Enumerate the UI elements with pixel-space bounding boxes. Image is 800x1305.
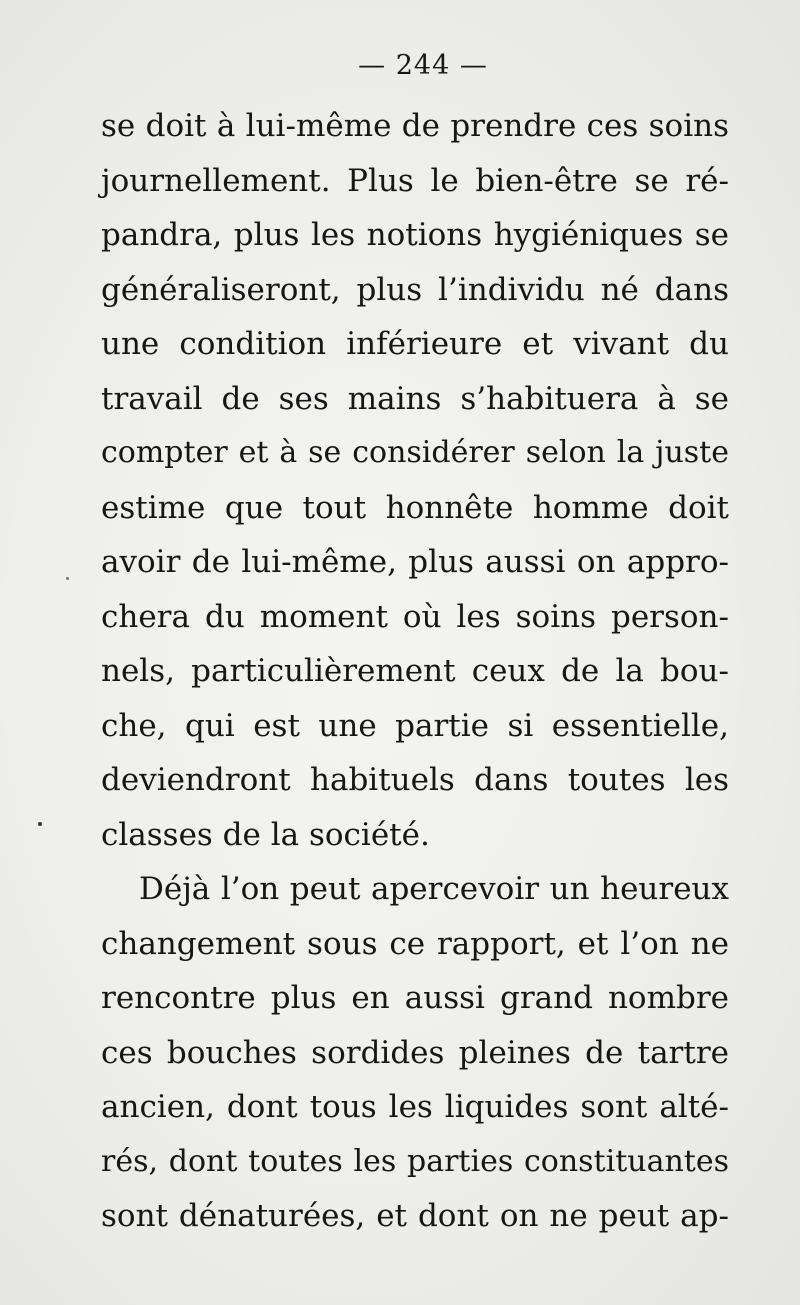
text-line: rencontre plus en aussi grand nombre bbox=[101, 980, 729, 1016]
text-line: che, qui est une partie si essentielle, bbox=[101, 707, 729, 744]
paragraph-1 bbox=[101, 99, 729, 862]
text-line: classes de la société. bbox=[101, 816, 430, 853]
paragraph-2 bbox=[101, 862, 729, 1244]
text-line: généraliseront, plus l’individu né dans bbox=[101, 271, 729, 308]
text-line: se doit à lui-même de prendre ces soins bbox=[101, 108, 729, 144]
ink-speck bbox=[38, 822, 42, 826]
text-line: une condition inférieure et vivant du bbox=[101, 326, 729, 362]
text-line: ces bouches sordides pleines de tartre bbox=[101, 1034, 729, 1071]
text-line: rés, dont toutes les parties constituantes bbox=[101, 1143, 729, 1179]
page-number: — 244 — bbox=[358, 50, 488, 81]
text-line: estime que tout honnête homme doit bbox=[101, 489, 729, 526]
text-line: travail de ses mains s’habituera à se bbox=[101, 380, 729, 417]
text-line: avoir de lui-même, plus aussi on appro- bbox=[101, 544, 729, 580]
text-line: Déjà l’on peut apercevoir un heureux bbox=[139, 871, 729, 907]
text-line: changement sous ce rapport, et l’on ne bbox=[101, 925, 729, 962]
text-line: compter et à se considérer selon la juste bbox=[101, 435, 729, 470]
ink-speck bbox=[66, 577, 69, 580]
text-line: ancien, dont tous les liquides sont alté- bbox=[101, 1089, 729, 1125]
text-line: pandra, plus les notions hygiéniques se bbox=[101, 217, 729, 253]
body-text bbox=[101, 99, 729, 1244]
text-line: deviendront habituels dans toutes les bbox=[101, 762, 729, 798]
text-line: journellement. Plus le bien-être se ré- bbox=[101, 162, 729, 199]
text-line: sont dénaturées, et dont on ne peut ap- bbox=[101, 1198, 729, 1234]
text-line: nels, particulièrement ceux de la bou- bbox=[101, 653, 729, 689]
text-line: chera du moment où les soins person- bbox=[101, 598, 729, 635]
